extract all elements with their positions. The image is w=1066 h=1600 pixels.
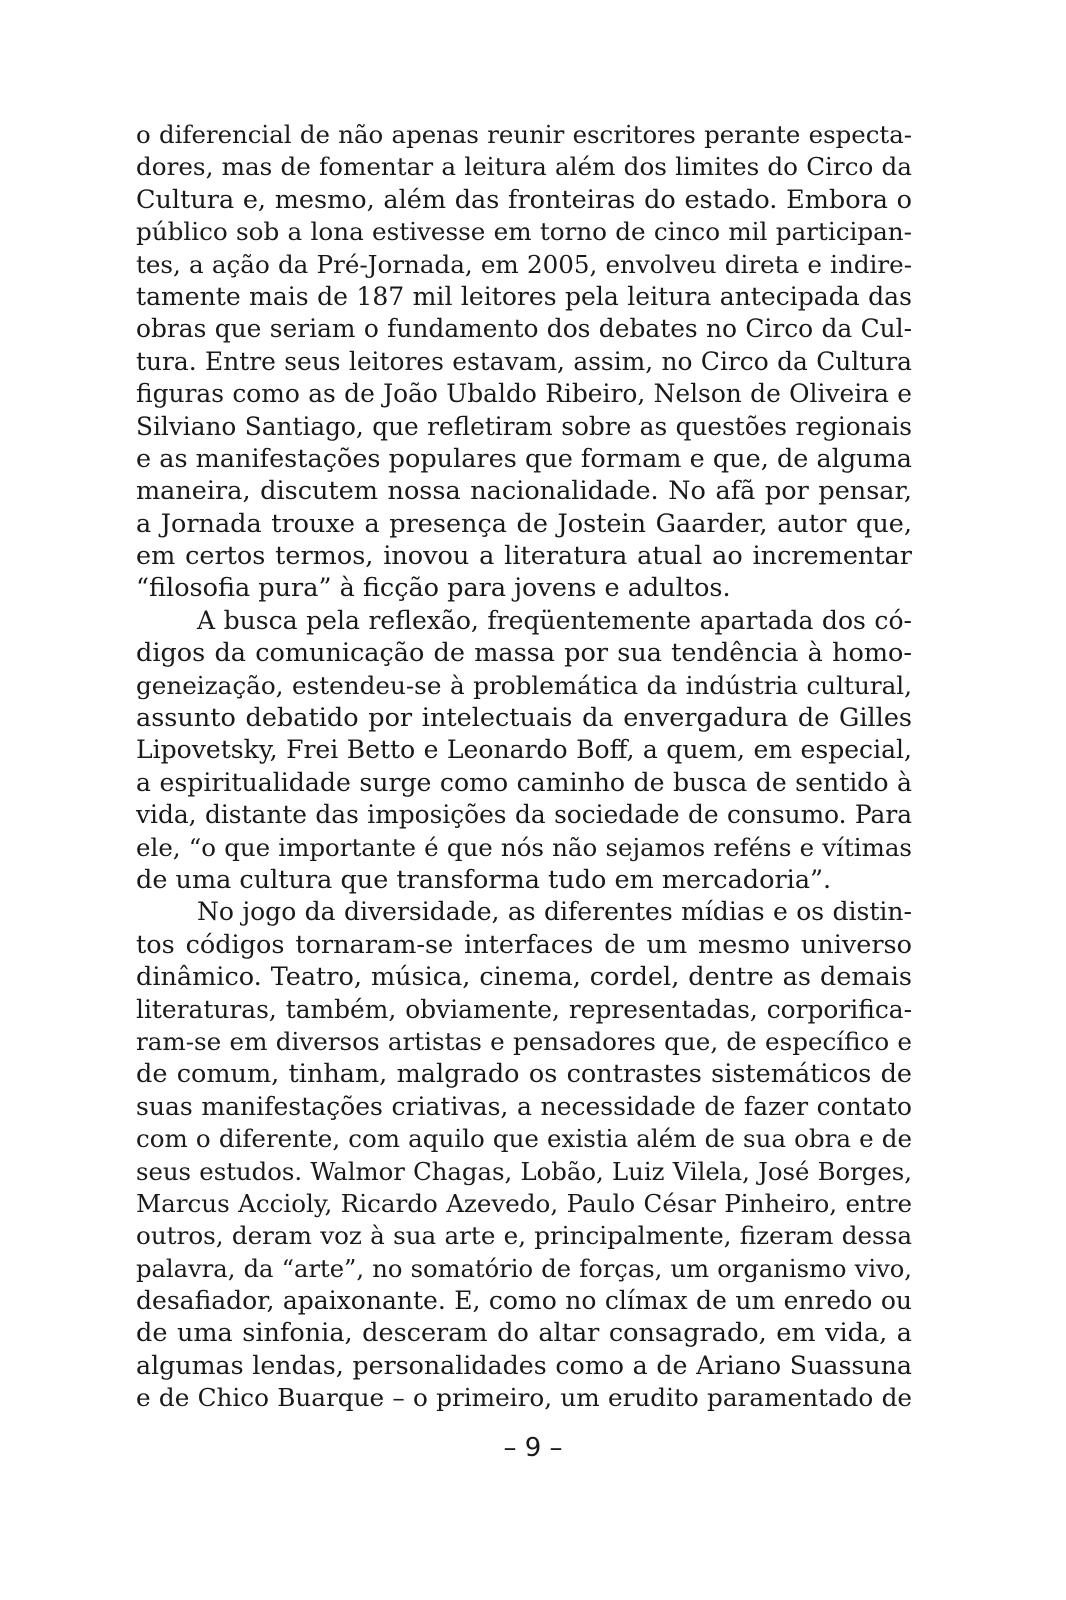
- text-line: desafiador, apaixonante. E, como no clímax de um enredo ou: [136, 1286, 912, 1316]
- text-line: tos códigos tornaram-se interfaces de um mesmo universo: [136, 929, 912, 960]
- text-line: suas manifestações criativas, a necessidade de fazer contato: [136, 1091, 912, 1121]
- text-line: tes, a ação da Pré-Jornada, em 2005, envolveu direta e indire-: [136, 249, 912, 279]
- text-line: a Jornada trouxe a presença de Jostein Gaarder, autor que,: [136, 508, 912, 539]
- text-line: Silviano Santiago, que refletiram sobre as questões regionais: [136, 411, 912, 441]
- text-line: público sob a lona estivesse em torno de cinco mil participan-: [136, 217, 912, 247]
- text-line: geneização, estendeu-se à problemática da indústria cultural,: [136, 670, 912, 700]
- text-line: figuras como as de João Ubaldo Ribeiro, Nelson de Oliveira e: [136, 379, 912, 409]
- text-line: algumas lendas, personalidades como a de Ariano Suassuna: [136, 1350, 912, 1380]
- text-line: e de Chico Buarque – o primeiro, um erudito paramentado de: [136, 1383, 912, 1413]
- text-line: o diferencial de não apenas reunir escritores perante especta-: [136, 120, 912, 149]
- text-line: obras que seriam o fundamento dos debates no Circo da Cul-: [136, 314, 912, 344]
- body-text: [136, 119, 912, 1415]
- text-line: No jogo da diversidade, as diferentes mídias e os distin-: [197, 897, 912, 927]
- text-line: palavra, da “arte”, no somatório de forças, um organismo vivo,: [136, 1254, 912, 1283]
- text-line: assunto debatido por intelectuais da envergadura de Gilles: [136, 703, 912, 734]
- text-line: “filosofia pura” à ficção para jovens e adultos.: [136, 573, 731, 604]
- text-line: dores, mas de fomentar a leitura além dos limites do Circo da: [136, 152, 912, 182]
- text-line: digos da comunicação de massa por sua tendência à homo-: [136, 638, 912, 669]
- text-line: a espiritualidade surge como caminho de busca de sentido à: [136, 767, 912, 797]
- text-line: de uma cultura que transforma tudo em mercadoria”.: [136, 864, 832, 895]
- text-line: outros, deram voz à sua arte e, principalmente, fizeram dessa: [136, 1221, 912, 1251]
- text-line: vida, distante das imposições da sociedade de consumo. Para: [136, 800, 912, 830]
- text-line: A busca pela reflexão, freqüentemente apartada dos có-: [197, 605, 912, 635]
- text-line: de uma sinfonia, desceram do altar consagrado, em vida, a: [136, 1318, 912, 1349]
- text-line: em certos termos, inovou a literatura atual ao incrementar: [136, 541, 912, 572]
- text-line: com o diferente, com aquilo que existia além de sua obra e de: [136, 1124, 912, 1154]
- text-line: tura. Entre seus leitores estavam, assim, no Circo da Cultura: [136, 346, 912, 376]
- text-line: e as manifestações populares que formam e que, de alguma: [136, 443, 912, 474]
- text-line: Cultura e, mesmo, além das fronteiras do estado. Embora o: [136, 184, 912, 215]
- text-line: Marcus Accioly, Ricardo Azevedo, Paulo César Pinheiro, entre: [136, 1188, 912, 1218]
- text-line: tamente mais de 187 mil leitores pela leitura antecipada das: [136, 281, 912, 311]
- text-line: ram-se em diversos artistas e pensadores que, de específico e: [136, 1026, 912, 1056]
- text-line: seus estudos. Walmor Chagas, Lobão, Luiz Vilela, José Borges,: [136, 1156, 912, 1186]
- text-line: dinâmico. Teatro, música, cinema, cordel, dentre as demais: [136, 962, 912, 993]
- page-number: – 9 –: [503, 1433, 563, 1463]
- text-line: Lipovetsky, Frei Betto e Leonardo Boff, a quem, em especial,: [136, 735, 912, 765]
- text-line: de comum, tinham, malgrado os contrastes sistemáticos de: [136, 1059, 912, 1090]
- text-line: maneira, discutem nossa nacionalidade. No afã por pensar,: [136, 476, 912, 507]
- text-line: ele, “o que importante é que nós não sejamos reféns e vítimas: [136, 832, 912, 862]
- text-line: literaturas, também, obviamente, representadas, corporifica-: [136, 994, 912, 1024]
